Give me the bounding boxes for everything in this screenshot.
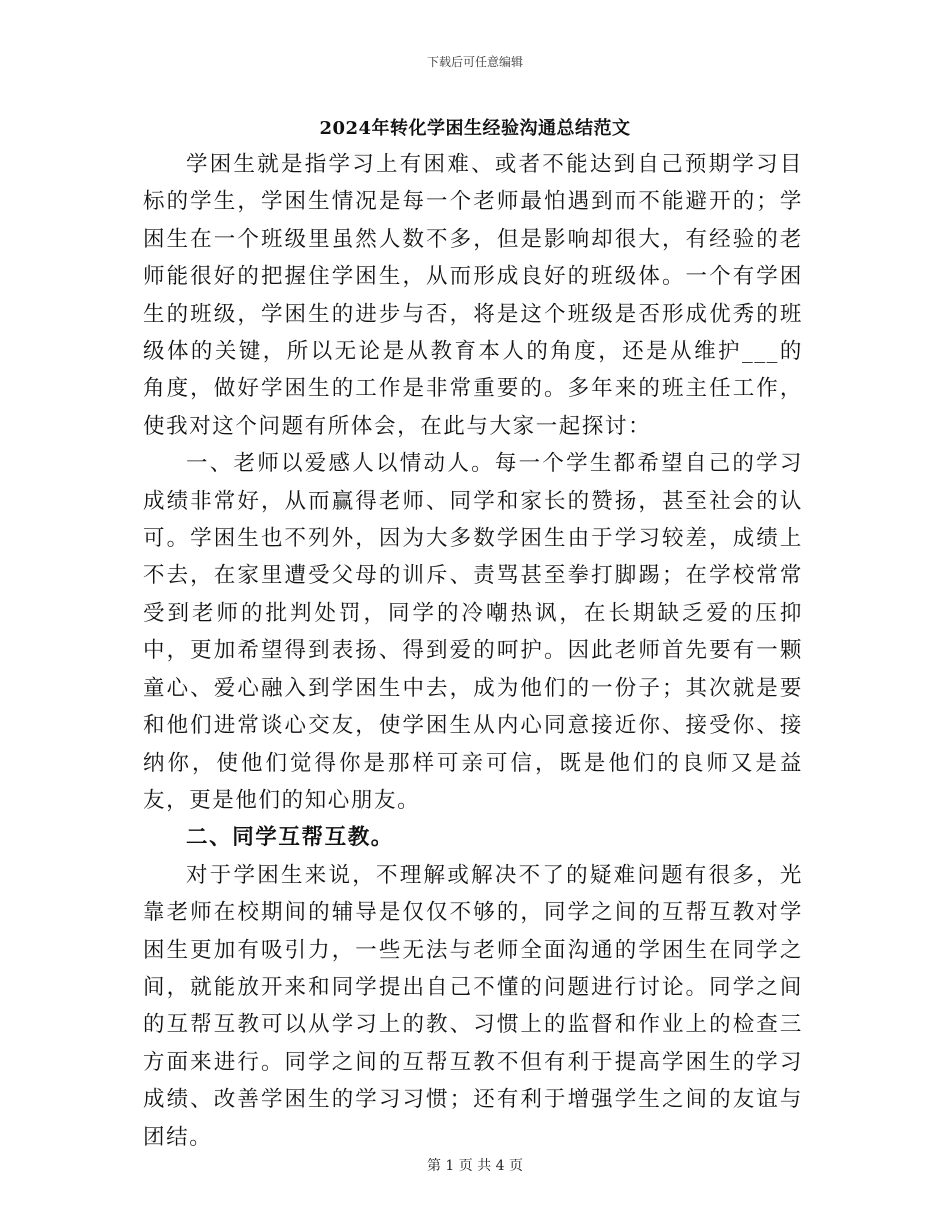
- document-body: [143, 146, 803, 1156]
- paragraph-section-one: 一、老师以爱感人以情动人。每一个学生都希望自己的学习成绩非常好，从而赢得老师、同学和家长的赞扬，甚至社会的认可。学困生也不列外，因为大多数学困生由于学习较差，成绩上不去，在家里遭受父母的训斥、责骂甚至拳打脚踢；在学校常常受到老师的批判处罚，同学的冷嘲热讽，在长期缺乏爱的压抑中，更加希望得到表扬、得到爱的呵护。因此老师首先要有一颗童心、爱心融入到学困生中去，成为他们的一份子；其次就是要和他们进常谈心交友，使学困生从内心同意接近你、接受你、接纳你，使他们觉得你是那样可亲可信，既是他们的良师又是益友，更是他们的知心朋友。: [143, 451, 803, 813]
- page-header-note: 下载后可任意编辑: [426, 55, 523, 69]
- section-heading-two: 二、同学互帮互教。: [186, 825, 394, 851]
- paragraph-section-two: 对于学困生来说，不理解或解决不了的疑难问题有很多，光靠老师在校期间的辅导是仅仅不够的，同学之间的互帮互教对学困生更加有吸引力，一些无法与老师全面沟通的学困生在同学之间，就能放开来和同学提出自己不懂的问题进行讨论。同学之间的互帮互教可以从学习上的教、习惯上的监督和作业上的检查三方面来进行。同学之间的互帮互教不但有利于提高学困生的学习成绩、改善学困生的学习习惯；还有利于增强学生之间的友谊与团结。: [143, 862, 803, 1150]
- page-number: 第 1 页 共 4 页: [426, 1158, 524, 1174]
- paragraph-intro: 学困生就是指学习上有困难、或者不能达到自己预期学习目标的学生，学困生情况是每一个老师最怕遇到而不能避开的；学困生在一个班级里虽然人数不多，但是影响却很大，有经验的老师能很好的把握住学困生，从而形成良好的班级体。一个有学困生的班级，学困生的进步与否，将是这个班级是否形成优秀的班级体的关键，所以无论是从教育本人的角度，还是从维护___的角度，做好学困生的工作是非常重要的。多年来的班主任工作，使我对这个问题有所体会，在此与大家一起探讨：: [143, 152, 803, 439]
- document-title: 2024年转化学困生经验沟通总结范文: [319, 118, 631, 139]
